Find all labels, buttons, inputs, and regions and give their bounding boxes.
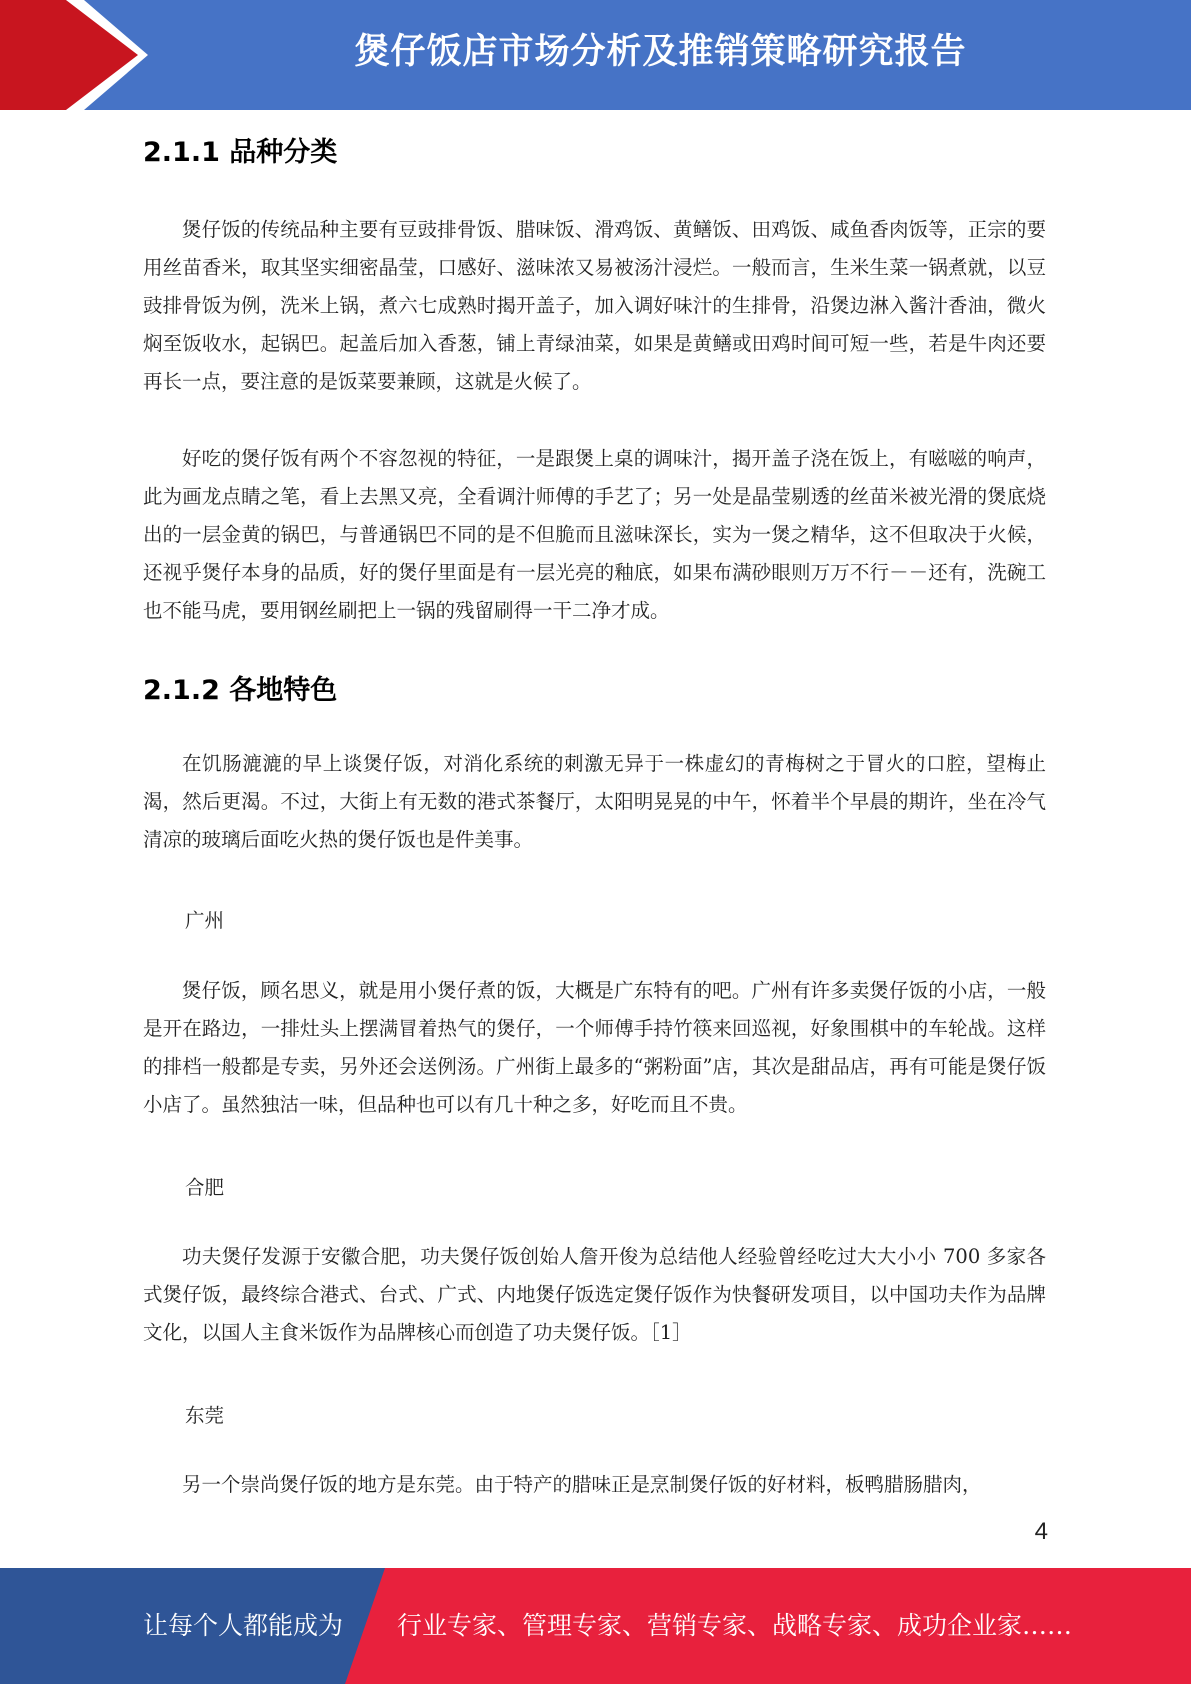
page-footer [0, 1568, 1191, 1684]
paragraph: 煲仔饭的传统品种主要有豆豉排骨饭、腊味饭、滑鸡饭、黄鳝饭、田鸡饭、咸鱼香肉饭等，正宗的要用丝苗香米，取其坚实细密晶莹，口感好、滋味浓又易被汤汁浸烂。一般而言，生米生菜一锅煮就，以豆豉排骨饭为例，洗米上锅，煮六七成熟时揭开盖子，加入调好味汁的生排骨，沿煲边淋入酱汁香油，微火焖至饭收水，起锅巴。起盖后加入香葱，铺上青绿油菜，如果是黄鳝或田鸡时间可短一些，若是牛肉还要再长一点，要注意的是饭菜要兼顾，这就是火候了。 [143, 218, 1046, 393]
section-heading-2-1-1: 2.1.1 品种分类 [143, 137, 338, 168]
page-header [0, 0, 1191, 110]
region-heading-hefei: 合肥 [185, 1176, 225, 1199]
region-heading-guangzhou: 广州 [185, 909, 225, 932]
section-heading-2-1-2: 2.1.2 各地特色 [143, 675, 338, 706]
paragraph: 功夫煲仔发源于安徽合肥，功夫煲仔饭创始人詹开俊为总结他人经验曾经吃过大大小小 700 多家各式煲仔饭，最终综合港式、台式、广式、内地煲仔饭选定煲仔饭作为快餐研发项目，以中国功夫作为品牌文化，以国人主食米饭作为品牌核心而创造了功夫煲仔饭。［1］ [143, 1245, 1046, 1344]
footer-slogan-right: 行业专家、管理专家、营销专家、战略专家、成功企业家…… [397, 1611, 1073, 1640]
paragraph: 在饥肠漉漉的早上谈煲仔饭，对消化系统的刺激无异于一株虚幻的青梅树之于冒火的口腔，望梅止渴，然后更渴。不过，大街上有无数的港式茶餐厅，太阳明晃晃的中午，怀着半个早晨的期许，坐在冷气清凉的玻璃后面吃火热的煲仔饭也是件美事。 [143, 752, 1046, 851]
paragraph: 好吃的煲仔饭有两个不容忽视的特征，一是跟煲上桌的调味汁，揭开盖子浇在饭上，有嗞嗞的响声，此为画龙点睛之笔，看上去黑又亮，全看调汁师傅的手艺了；另一处是晶莹剔透的丝苗米被光滑的煲底烧出的一层金黄的锅巴，与普通锅巴不同的是不但脆而且滋味深长，实为一煲之精华，这不但取决于火候，还视乎煲仔本身的品质，好的煲仔里面是有一层光亮的釉底，如果布满砂眼则万万不行－－还有，洗碗工也不能马虎，要用钢丝刷把上一锅的残留刷得一干二净才成。 [143, 447, 1046, 622]
region-heading-dongguan: 东莞 [185, 1404, 225, 1427]
paragraph: 另一个崇尚煲仔饭的地方是东莞。由于特产的腊味正是烹制煲仔饭的好材料，板鸭腊肠腊肉， [182, 1473, 982, 1496]
paragraph: 煲仔饭，顾名思义，就是用小煲仔煮的饭，大概是广东特有的吧。广州有许多卖煲仔饭的小店，一般是开在路边，一排灶头上摆满冒着热气的煲仔，一个师傅手持竹筷来回巡视，好象围棋中的车轮战。这样的排档一般都是专卖，另外还会送例汤。广州街上最多的“粥粉面”店，其次是甜品店，再有可能是煲仔饭小店了。虽然独沽一味，但品种也可以有几十种之多，好吃而且不贵。 [143, 979, 1046, 1116]
footer-slogan-left: 让每个人都能成为 [143, 1611, 344, 1640]
document-title: 煲仔饭店市场分析及推销策略研究报告 [354, 32, 967, 72]
page-number: 4 [1034, 1518, 1048, 1545]
